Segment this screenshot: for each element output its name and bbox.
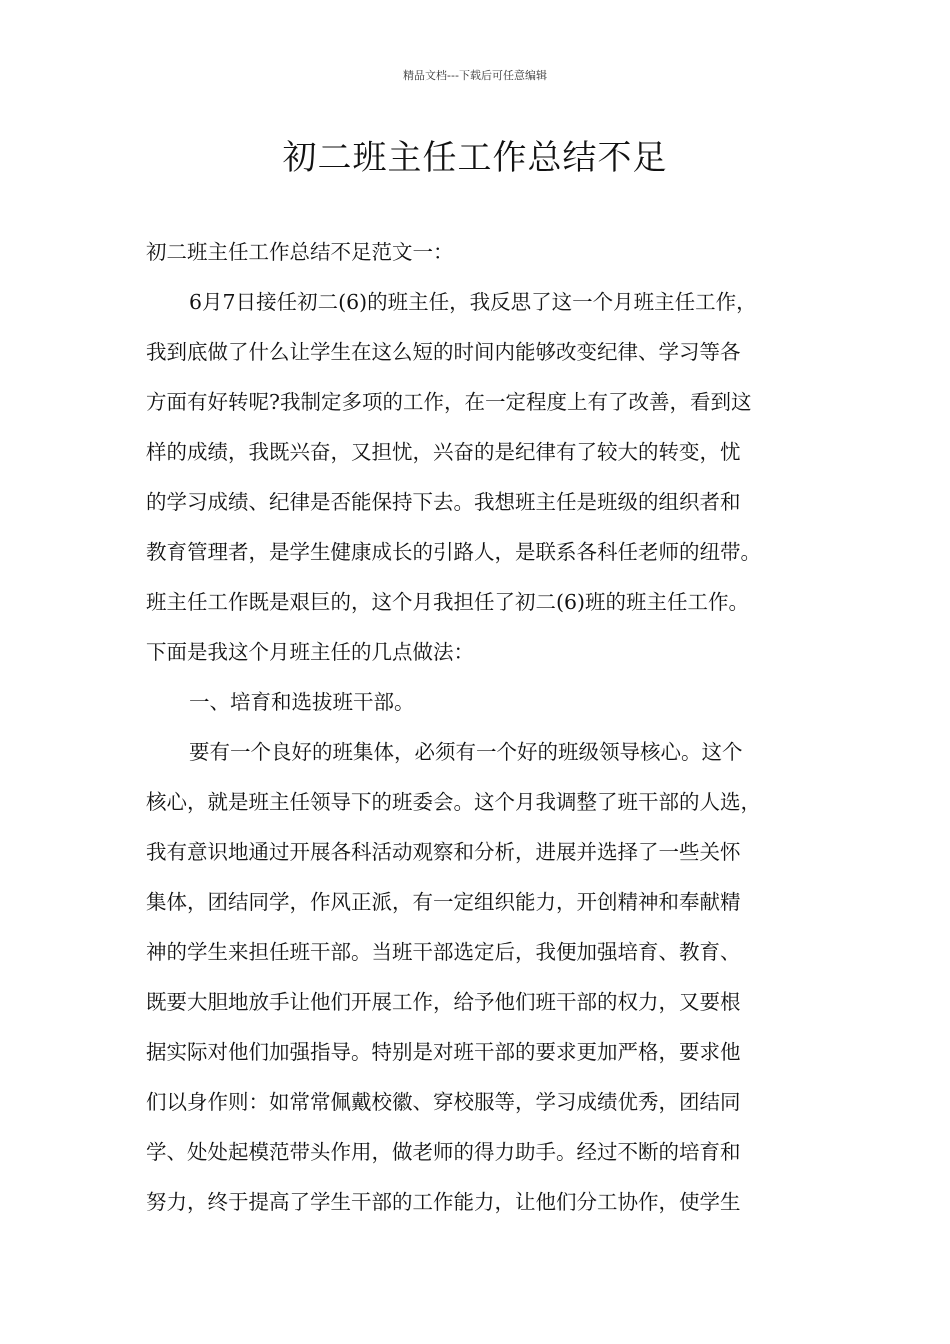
section-heading: 一、培育和选拔班干部。 bbox=[189, 690, 415, 714]
body-line: 6月7日接任初二(6)的班主任，我反思了这一个月班主任工作， bbox=[189, 290, 757, 314]
body-line: 核心，就是班主任领导下的班委会。这个月我调整了班干部的人选， bbox=[146, 790, 761, 814]
body-line: 初二班主任工作总结不足范文一： bbox=[146, 240, 454, 264]
header-note: 精品文档---下载后可任意编辑 bbox=[403, 69, 547, 82]
body-line: 班主任工作既是艰巨的，这个月我担任了初二(6)班的班主任工作。 bbox=[146, 590, 750, 614]
body-line: 努力，终于提高了学生干部的工作能力，让他们分工协作，使学生 bbox=[146, 1190, 741, 1214]
document-body bbox=[146, 227, 812, 1227]
body-line: 教育管理者，是学生健康成长的引路人，是联系各科任老师的纽带。 bbox=[146, 540, 761, 564]
body-line: 要有一个良好的班集体，必须有一个好的班级领导核心。这个 bbox=[189, 740, 743, 764]
body-line: 神的学生来担任班干部。当班干部选定后，我便加强培育、教育、 bbox=[146, 940, 741, 964]
body-line: 下面是我这个月班主任的几点做法： bbox=[146, 640, 474, 664]
body-line: 方面有好转呢?我制定多项的工作，在一定程度上有了改善，看到这 bbox=[146, 390, 752, 414]
document-title: 初二班主任工作总结不足 bbox=[282, 138, 668, 178]
body-line: 我到底做了什么让学生在这么短的时间内能够改变纪律、学习等各 bbox=[146, 340, 741, 364]
body-line: 既要大胆地放手让他们开展工作，给予他们班干部的权力，又要根 bbox=[146, 990, 741, 1014]
body-line: 学、处处起模范带头作用，做老师的得力助手。经过不断的培育和 bbox=[146, 1140, 741, 1164]
body-line: 们以身作则：如常常佩戴校徽、穿校服等，学习成绩优秀，团结同 bbox=[146, 1090, 741, 1114]
body-line: 的学习成绩、纪律是否能保持下去。我想班主任是班级的组织者和 bbox=[146, 490, 741, 514]
body-line: 样的成绩，我既兴奋，又担忧，兴奋的是纪律有了较大的转变，忧 bbox=[146, 440, 741, 464]
body-line: 据实际对他们加强指导。特别是对班干部的要求更加严格，要求他 bbox=[146, 1040, 741, 1064]
body-line: 我有意识地通过开展各科活动观察和分析，进展并选择了一些关怀 bbox=[146, 840, 741, 864]
body-line: 集体，团结同学，作风正派，有一定组织能力，开创精神和奉献精 bbox=[146, 890, 741, 914]
